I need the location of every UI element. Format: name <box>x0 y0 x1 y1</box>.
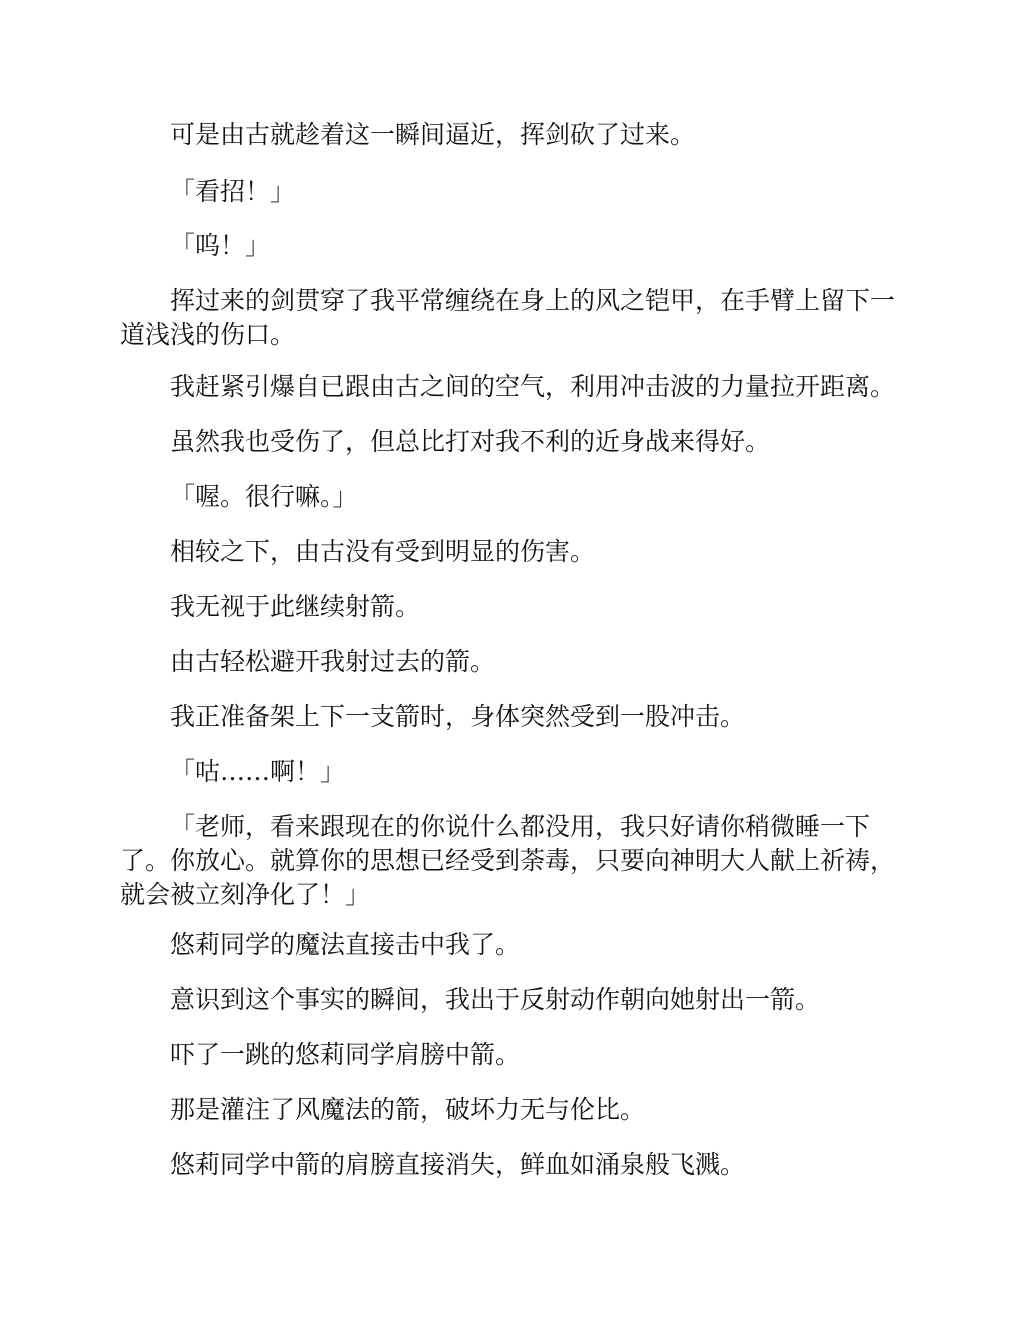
paragraph: 我无视于此继续射箭。 <box>170 592 421 621</box>
paragraph: 悠莉同学的魔法直接击中我了。 <box>170 930 521 959</box>
paragraph: 挥过来的剑贯穿了我平常缠绕在身上的风之铠甲，在手臂上留下一道浅浅的伤口。 <box>120 286 896 349</box>
paragraph: 意识到这个事实的瞬间，我出于反射动作朝向她射出一箭。 <box>170 985 821 1014</box>
paragraph: 吓了一跳的悠莉同学肩膀中箭。 <box>170 1040 521 1069</box>
paragraph: 「呜！」 <box>170 231 271 260</box>
paragraph: 那是灌注了风魔法的箭，破坏力无与伦比。 <box>170 1095 646 1124</box>
paragraph: 我正准备架上下一支箭时，身体突然受到一股冲击。 <box>170 702 746 731</box>
paragraph: 「咕……啊！」 <box>170 757 346 786</box>
paragraph: 可是由古就趁着这一瞬间逼近，挥剑砍了过来。 <box>170 120 696 149</box>
paragraph: 我赶紧引爆自已跟由古之间的空气，利用冲击波的力量拉开距离。 <box>170 372 896 401</box>
paragraph: 相较之下，由古没有受到明显的伤害。 <box>170 537 596 566</box>
paragraph: 「看招！」 <box>170 177 296 206</box>
paragraph: 「老师，看来跟现在的你说什么都没用，我只好请你稍微睡一下了。你放心。就算你的思想已经受到荼毒，只要向神明大人献上祈祷，就会被立刻净化了！」 <box>120 812 896 909</box>
paragraph: 「喔。很行嘛。」 <box>170 482 358 511</box>
paragraph: 虽然我也受伤了，但总比打对我不利的近身战来得好。 <box>170 427 771 456</box>
paragraph: 悠莉同学中箭的肩膀直接消失，鲜血如涌泉般飞溅。 <box>170 1150 746 1179</box>
paragraph: 由古轻松避开我射过去的箭。 <box>170 647 496 676</box>
